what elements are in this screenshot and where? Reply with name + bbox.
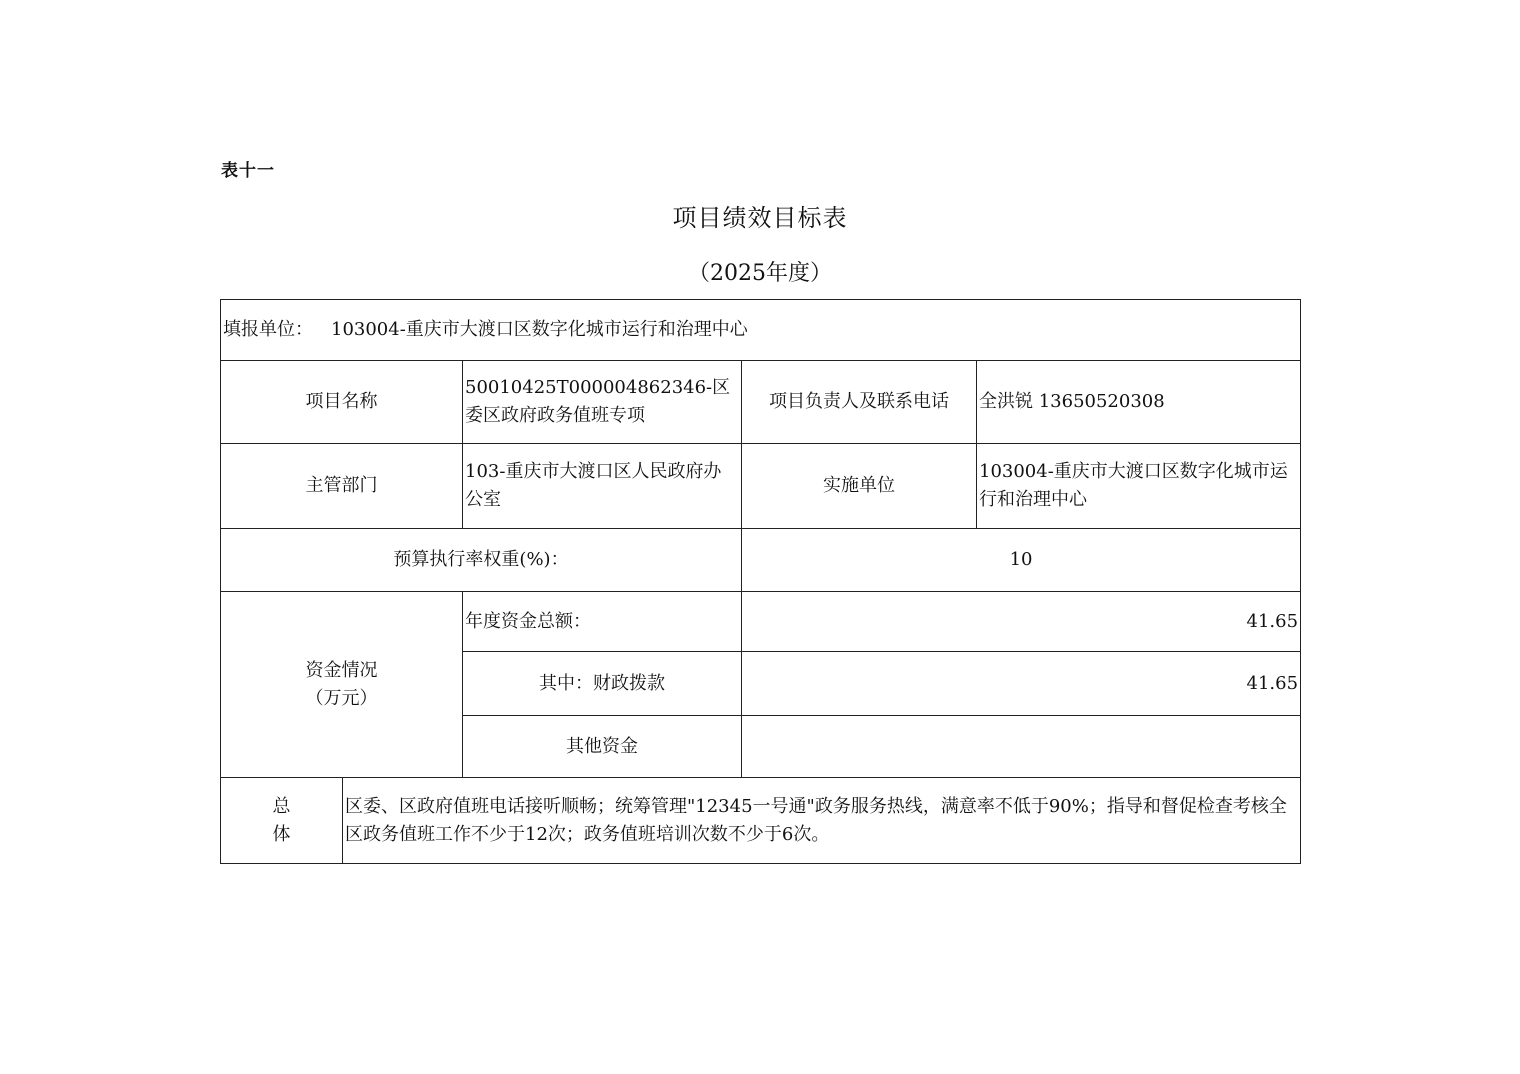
implementing-unit-value: 103004-重庆市大渡口区数字化城市运行和治理中心 — [977, 444, 1301, 529]
overall-goal-label-line1: 总 — [272, 795, 291, 817]
project-leader-value: 全洪锐 13650520308 — [977, 361, 1301, 444]
overall-goal-text: 区委、区政府值班电话接听顺畅；统筹管理"12345一号通"政务服务热线，满意率不低于90%；指导和督促检查考核全区政务值班工作不少于12次；政务值班培训次数不少于6次。 — [343, 778, 1301, 864]
overall-goal-label — [221, 778, 343, 864]
report-unit-cell — [221, 300, 1301, 361]
funds-label — [221, 592, 463, 778]
funds-fiscal-value: 41.65 — [742, 652, 1301, 716]
overall-goal-row — [221, 778, 1301, 864]
budget-rate-label: 预算执行率权重(%)： — [221, 529, 742, 592]
project-leader-label: 项目负责人及联系电话 — [742, 361, 977, 444]
funds-label-line1: 资金情况 — [305, 659, 378, 681]
implementing-unit-label: 实施单位 — [742, 444, 977, 529]
budget-rate-row — [221, 529, 1301, 592]
funds-fiscal-label: 其中：财政拨款 — [463, 652, 742, 716]
funds-other-label: 其他资金 — [463, 716, 742, 778]
report-unit-value: 103004-重庆市大渡口区数字化城市运行和治理中心 — [331, 319, 748, 340]
performance-target-table — [220, 299, 1301, 864]
report-unit-label: 填报单位： — [223, 319, 313, 340]
document-title: 项目绩效目标表 — [672, 204, 848, 232]
project-name-label: 项目名称 — [221, 361, 463, 444]
department-value: 103-重庆市大渡口区人民政府办公室 — [463, 444, 742, 529]
document-year: （2025年度） — [688, 261, 832, 286]
funds-total-row — [221, 592, 1301, 652]
table-number-label: 表十一 — [221, 161, 275, 181]
funds-total-value: 41.65 — [742, 592, 1301, 652]
department-label: 主管部门 — [221, 444, 463, 529]
overall-goal-label-line2: 体 — [272, 823, 291, 845]
department-row — [221, 444, 1301, 529]
project-name-value: 50010425T000004862346-区委区政府政务值班专项 — [463, 361, 742, 444]
funds-label-line2: （万元） — [305, 687, 378, 709]
report-unit-row — [221, 300, 1301, 361]
project-row — [221, 361, 1301, 444]
funds-other-value — [742, 716, 1301, 778]
budget-rate-value: 10 — [742, 529, 1301, 592]
funds-total-label: 年度资金总额： — [463, 592, 742, 652]
